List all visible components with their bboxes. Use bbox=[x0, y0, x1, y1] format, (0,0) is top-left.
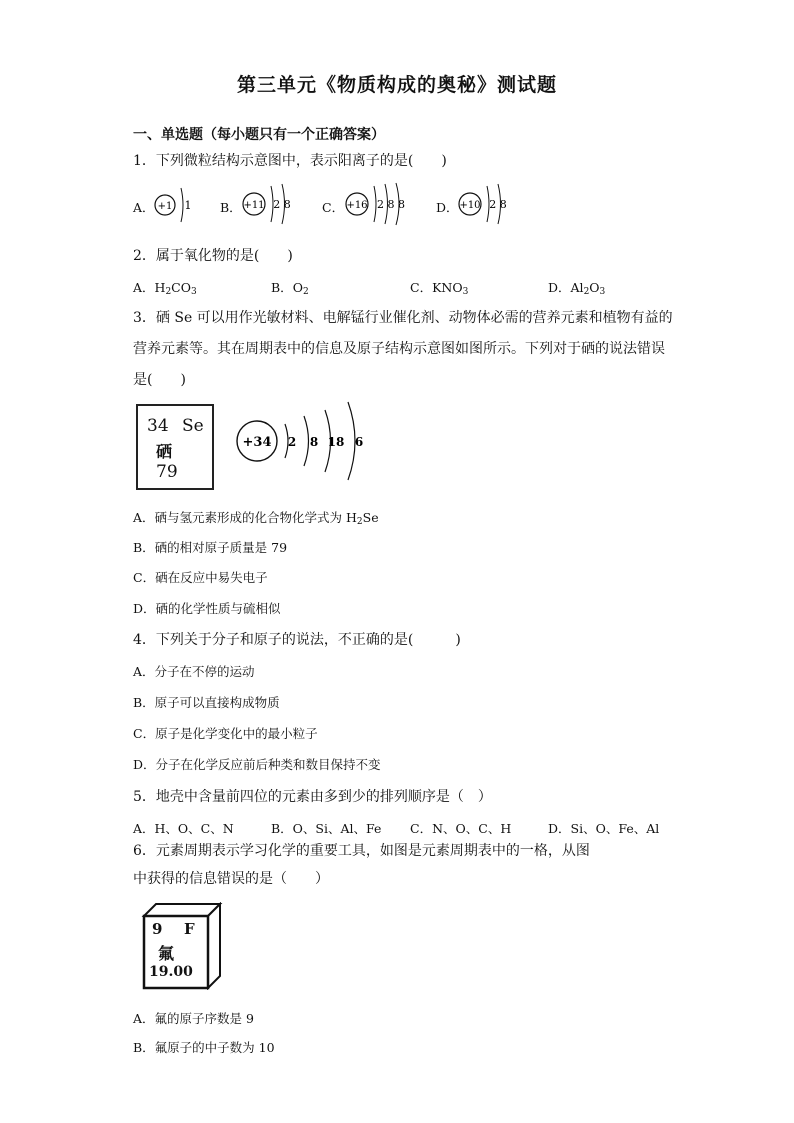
question-2-stem: 2．属于氧化物的是( ) bbox=[133, 248, 293, 264]
q1-option-b-diagram bbox=[240, 180, 300, 230]
question-3-stem-line-3: 是( ) bbox=[133, 372, 186, 388]
q4-option-b: B．原子可以直接构成物质 bbox=[133, 695, 280, 710]
question-6-stem-line-2: 中获得的信息错误的是（ ） bbox=[133, 871, 329, 887]
q6-option-b: B．氟原子的中子数为 10 bbox=[133, 1040, 275, 1055]
question-1-stem: 1．下列微粒结构示意图中，表示阳离子的是( ) bbox=[133, 153, 447, 169]
element-number: 9 bbox=[152, 920, 163, 938]
q1-option-c-diagram bbox=[342, 180, 414, 230]
question-5-stem: 5．地壳中含量前四位的元素由多到少的排列顺序是（ ） bbox=[133, 789, 492, 805]
q1-option-d-letter: D． bbox=[436, 200, 459, 215]
svg-text:2 8: 2 8 bbox=[273, 198, 291, 211]
q1-option-a-letter: A． bbox=[133, 200, 155, 215]
element-number: 34 bbox=[147, 416, 169, 436]
page-title: 第三单元《物质构成的奥秘》测试题 bbox=[236, 74, 557, 96]
q2-option-a: A．$H_2CO_3$ bbox=[133, 280, 197, 297]
element-name: 硒 bbox=[156, 442, 173, 461]
element-mass: 79 bbox=[156, 462, 178, 482]
q2-option-c: C．$KNO_3$ bbox=[410, 280, 469, 297]
svg-text:8: 8 bbox=[309, 435, 319, 449]
q3-option-c: C．硒在反应中易失电子 bbox=[133, 570, 268, 585]
q3-option-d: D．硒的化学性质与硫相似 bbox=[133, 601, 281, 616]
svg-text:+11: +11 bbox=[243, 200, 265, 211]
q3-option-a: A．硒与氢元素形成的化合物化学式为 $H_2Se$ bbox=[133, 510, 379, 527]
svg-text:2 8: 2 8 bbox=[489, 198, 507, 211]
svg-text:+34: +34 bbox=[242, 435, 272, 450]
question-3-stem-line-2: 营养元素等。其在周期表中的信息及原子结构示意图如图所示。下列对于硒的说法错误 bbox=[133, 341, 665, 357]
element-symbol: F bbox=[184, 920, 195, 938]
q5-option-d: D．Si、O、Fe、Al bbox=[548, 821, 660, 836]
q1-option-d-diagram bbox=[456, 180, 516, 230]
svg-text:1: 1 bbox=[184, 199, 192, 212]
q6-option-a: A．氟的原子序数是 9 bbox=[133, 1011, 254, 1026]
section-heading: 一、单选题（每小题只有一个正确答案） bbox=[133, 127, 385, 143]
question-6-stem-line-1: 6．元素周期表示学习化学的重要工具，如图是元素周期表中的一格，从图 bbox=[133, 843, 590, 859]
q1-option-c-letter: C． bbox=[322, 200, 345, 215]
q5-option-a: A．H、O、C、N bbox=[133, 821, 234, 836]
q1-option-b-letter: B． bbox=[220, 200, 242, 215]
fluorine-element-cube bbox=[140, 902, 224, 990]
q2-option-d: D．$Al_2O_3$ bbox=[548, 280, 606, 297]
element-name: 氟 bbox=[158, 944, 175, 963]
selenium-element-cell bbox=[136, 404, 214, 490]
svg-text:18: 18 bbox=[327, 435, 345, 449]
element-symbol: Se bbox=[182, 416, 204, 436]
q4-option-d: D．分子在化学反应前后种类和数目保持不变 bbox=[133, 757, 381, 772]
q1-option-a-diagram bbox=[150, 182, 200, 230]
q4-option-c: C．原子是化学变化中的最小粒子 bbox=[133, 726, 318, 741]
question-3-stem-line-1: 3．硒 Se 可以用作光敏材料、电解锰行业催化剂、动物体必需的营养元素和植物有益的 bbox=[133, 310, 673, 326]
q5-option-c: C．N、O、C、H bbox=[410, 821, 512, 836]
question-4-stem: 4．下列关于分子和原子的说法，不正确的是( ) bbox=[133, 632, 461, 648]
element-mass: 19.00 bbox=[149, 964, 193, 980]
svg-text:2 8 8: 2 8 8 bbox=[377, 198, 405, 211]
svg-text:2: 2 bbox=[287, 435, 297, 449]
svg-text:6: 6 bbox=[354, 435, 364, 449]
q2-option-b: B．$O_2$ bbox=[271, 280, 309, 297]
q5-option-b: B．O、Si、Al、Fe bbox=[271, 821, 382, 836]
selenium-atom-diagram bbox=[230, 396, 380, 492]
svg-text:+1: +1 bbox=[157, 201, 173, 212]
svg-text:+10: +10 bbox=[459, 200, 481, 211]
svg-text:+16: +16 bbox=[346, 200, 368, 211]
q3-option-b: B．硒的相对原子质量是 79 bbox=[133, 540, 288, 555]
q4-option-a: A．分子在不停的运动 bbox=[133, 664, 255, 679]
